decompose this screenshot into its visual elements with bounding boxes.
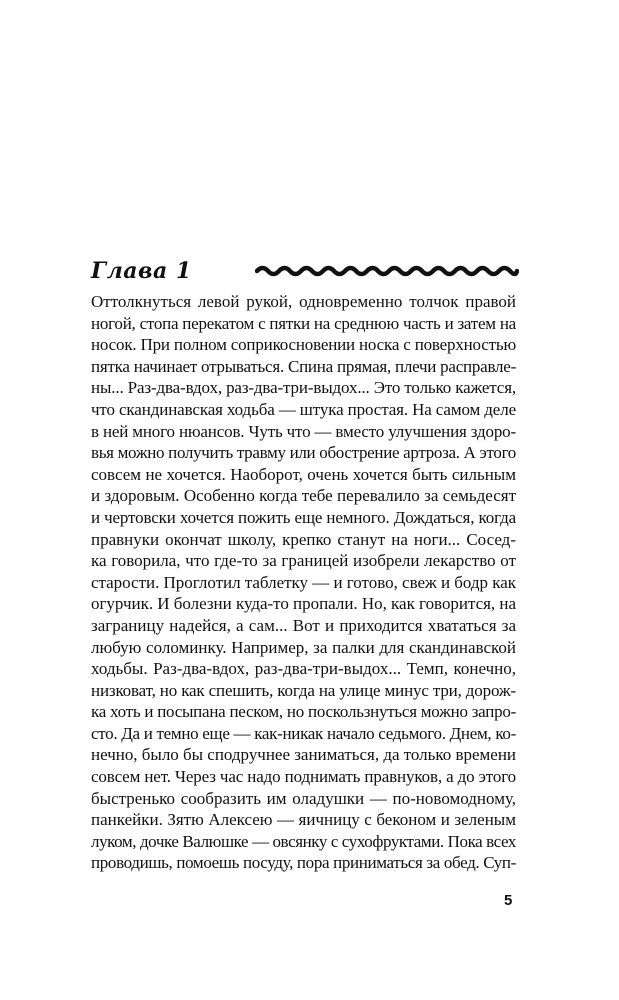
- text-line: заграницу надейся, а сам... Вот и приходится хвататься за: [91, 615, 516, 635]
- wavy-line-ornament-icon: [255, 260, 519, 282]
- text-line: совсем не хочется. Наоборот, очень хочется быть сильным: [91, 464, 516, 484]
- chapter-title: Глава 1: [91, 258, 192, 284]
- text-line: ходьбы. Раз-два-вдох, раз-два-три-выдох... Темп, конечно,: [91, 659, 516, 679]
- text-line: что скандинавская ходьба — штука простая. На самом деле: [91, 399, 516, 419]
- text-line: в ней много нюансов. Чуть что — вместо улучшения здоро-: [91, 421, 516, 441]
- text-line: вья можно получить травму или обострение артроза. А этого: [91, 443, 516, 463]
- text-line: луком, дочке Валюшке — овсянку с сухофруктами. Пока всех: [91, 831, 516, 851]
- text-line: ка говорила, что где-то за границей изобрели лекарство от: [91, 551, 516, 571]
- text-line: старости. Проглотил таблетку — и готово, свеж и бодр как: [91, 572, 516, 592]
- text-line: быстренько сообразить им оладушки — по-новомодному,: [91, 788, 516, 808]
- text-line: панкейки. Зятю Алексею — яичницу с беконом и зеленым: [91, 810, 516, 830]
- text-line: и здоровым. Особенно когда тебе перевалило за семьдесят: [91, 486, 516, 506]
- text-line: сто. Да и темно еще — как-никак начало седьмого. Днем, ко-: [91, 723, 516, 743]
- text-line: ны... Раз-два-вдох, раз-два-три-выдох... Это только кажется,: [91, 378, 516, 398]
- text-line: огурчик. И болезни куда-то пропали. Но, как говорится, на: [91, 594, 516, 614]
- text-line: проводишь, помоешь посуду, пора приниматься за обед. Суп-: [91, 853, 516, 873]
- text-line: и чертовски хочется пожить еще немного. Дождаться, когда: [91, 507, 516, 527]
- text-line: ка хоть и посыпана песком, но поскользнуться можно запро-: [91, 702, 516, 722]
- body-text: [91, 291, 531, 874]
- text-line: совсем нет. Через час надо поднимать правнуков, а до этого: [91, 767, 516, 787]
- chapter-header: [91, 256, 521, 290]
- page-number: 5: [504, 892, 513, 909]
- text-line: любую соломинку. Например, за палки для скандинавской: [91, 637, 516, 657]
- text-line: носок. При полном соприкосновении носка с поверхностью: [91, 335, 516, 355]
- text-line: ногой, стопа перекатом с пятки на среднюю часть и затем на: [91, 313, 516, 333]
- text-line: нечно, было бы сподручнее заниматься, да только времени: [91, 745, 516, 765]
- text-line: Оттолкнуться левой рукой, одновременно толчок правой: [91, 292, 516, 311]
- text-line: правнуки окончат школу, крепко станут на ноги... Сосед-: [91, 529, 516, 549]
- text-line: пятка начинает отрываться. Спина прямая, плечи расправле-: [91, 356, 516, 376]
- text-line: низковат, но как спешить, когда на улице минус три, дорож-: [91, 680, 517, 700]
